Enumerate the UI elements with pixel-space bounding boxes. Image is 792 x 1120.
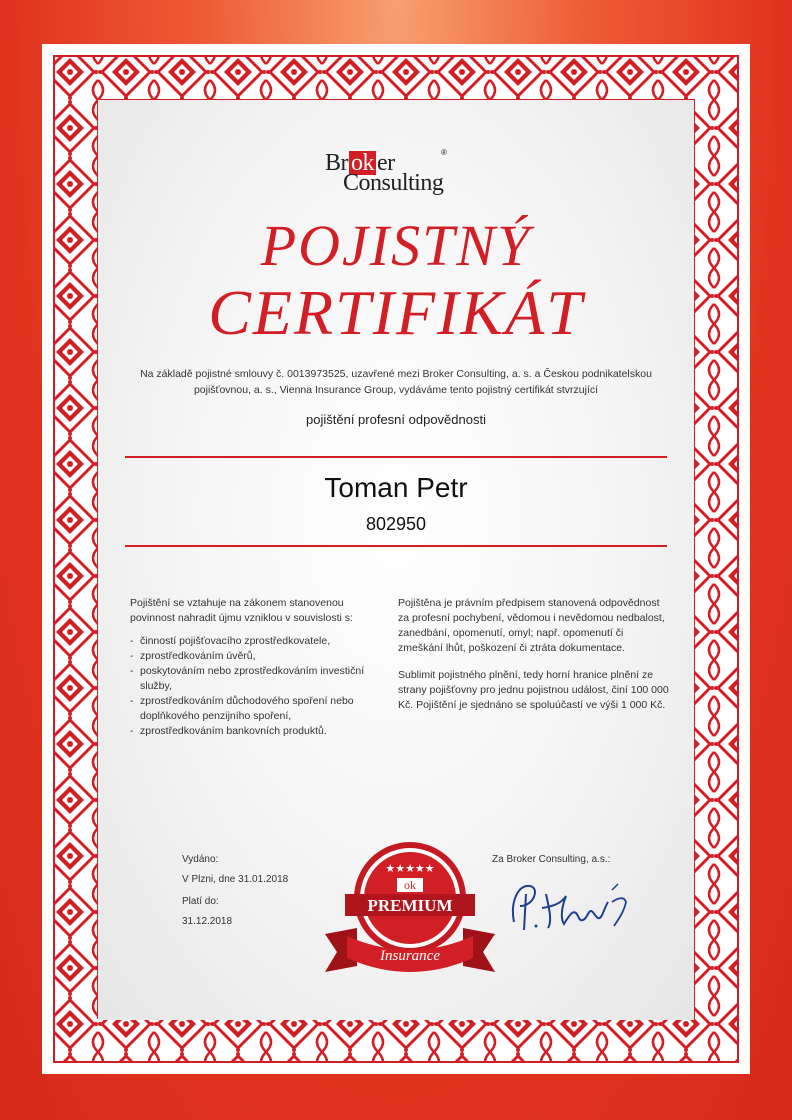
valid-label: Platí do: — [182, 896, 219, 907]
coverage-paragraph: Pojištěna je právním předpisem stanovená odpovědnost za profesní pochybení, vědomou i nevědomou nedbalost, zanedbání, opomenutí, omyl; např. opomenutí či zmeškání lhůt, poškození či ztráta dokumentace. — [398, 597, 665, 654]
list-item: - činností pojišťovacího zprostředkovatele, — [130, 634, 380, 649]
list-item: - zprostředkováním úvěrů, — [130, 649, 380, 664]
sublimit-paragraph: Sublimit pojistného plnění, tedy horní hranice plnění ze strany pojišťovny pro jednu pojistnou událost, činí 100 000 Kč. Pojištění je sjednáno se spoluúčastí ve výši 1 000 Kč. — [398, 669, 669, 711]
issued-label: Vydáno: — [182, 854, 219, 865]
seal-premium: PREMIUM — [367, 896, 453, 915]
handwritten-signature — [500, 872, 640, 942]
premium-seal — [305, 838, 515, 988]
title-line-1: POJISTNÝ — [260, 213, 532, 278]
holder-name: Toman Petr — [324, 472, 468, 503]
holder-number: 802950 — [365, 514, 427, 534]
seal-stars: ★★★★★ — [385, 862, 435, 875]
list-item: - poskytováním nebo zprostředkováním investiční služby, — [130, 664, 380, 694]
list-item: - zprostředkováním bankovních produktů. — [130, 724, 380, 739]
right-column — [398, 596, 670, 725]
left-column — [130, 596, 380, 739]
seal-insurance: Insurance — [380, 948, 440, 964]
broker-consulting-logo: Br ok er ® Consulting — [325, 148, 447, 196]
seal-ok: ok — [404, 878, 416, 892]
subtitle: pojištění profesní odpovědnosti — [306, 412, 486, 427]
title-line-2: CERTIFIKÁT — [208, 277, 584, 348]
list-item: - zprostředkováním důchodového spoření nebo doplňkového penzijního spoření, — [130, 694, 380, 724]
valid-value: 31.12.2018 — [182, 916, 233, 927]
divider-top — [125, 456, 667, 458]
issued-value: V Plzni, dne 31.01.2018 — [182, 874, 289, 885]
signatory-label: Za Broker Consulting, a.s.: — [492, 854, 611, 865]
intro-text: Na základě pojistné smlouvy č. 0013973525, uzavřené mezi Broker Consulting, a. s. a Českou podnikatelskou pojišťovnou, a. s., Vienna Insurance Group, vydáváme tento pojistný certifikát stvrzující — [140, 368, 652, 396]
left-column-intro: Pojištění se vztahuje na zákonem stanovenou povinnost nahradit újmu vzniklou v souvislosti s: — [130, 597, 353, 624]
divider-bottom — [125, 545, 667, 547]
